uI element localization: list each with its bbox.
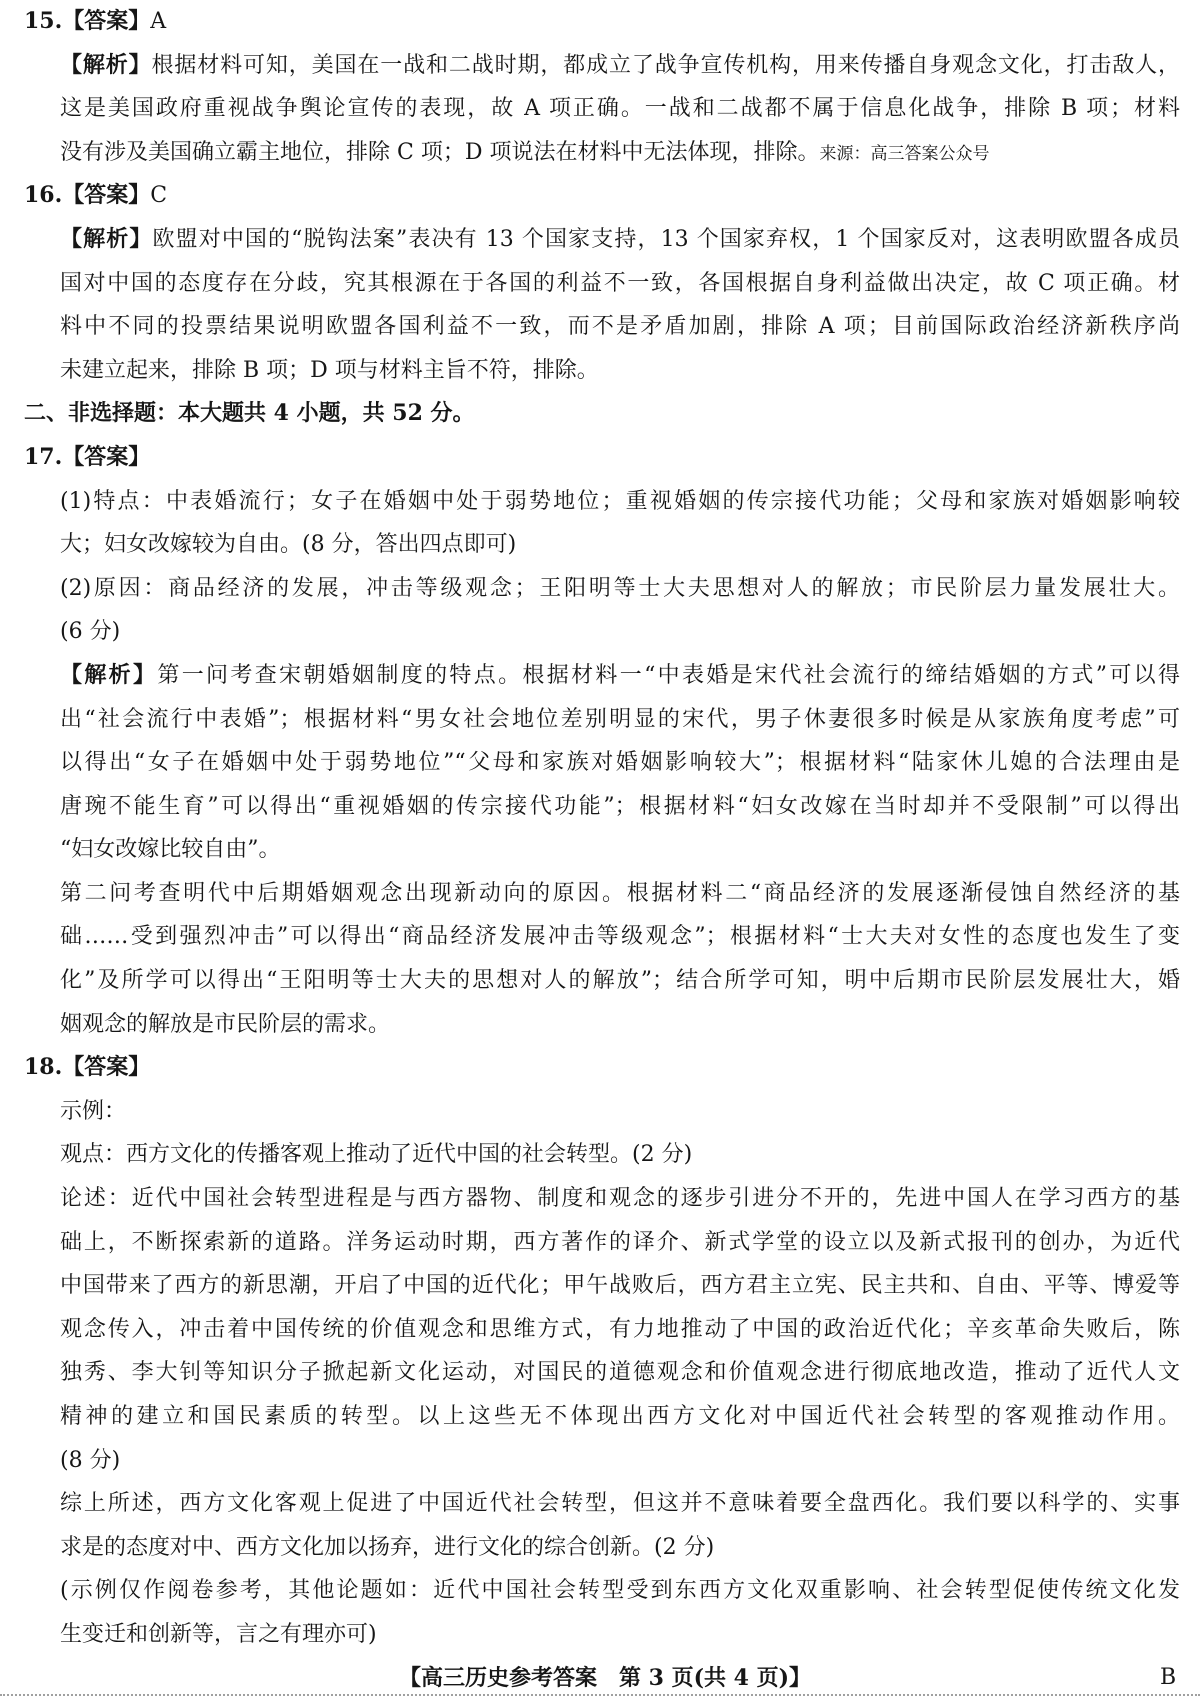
answer-line: 论述：近代中国社会转型进程是与西方器物、制度和观念的逐步引进分不开的，先进中国人在学习西方的基 [60, 1186, 1180, 1212]
answer-line: 生变迁和创新等，言之有理亦可) [60, 1621, 377, 1647]
analysis-line: 础……受到强烈冲击”可以得出“商品经济发展冲击等级观念”；根据材料“士大夫对女性的态度也发生了变 [60, 924, 1180, 950]
q17-analysis-label: 【解析】 [60, 661, 158, 688]
answer-line: 求是的态度对中、西方文化加以扬弃，进行文化的综合创新。(2 分) [60, 1534, 715, 1560]
q15-analysis-label: 【解析】 [60, 51, 152, 78]
analysis-line: 出“社会流行中表婚”；根据材料“男女社会地位差别明显的宋代，男子休妻很多时候是从家族角度考虑”可 [60, 706, 1180, 732]
q15-answer: A [150, 9, 167, 34]
analysis-line: “妇女改嫁比较自由”。 [60, 837, 281, 863]
section-heading: 二、非选择题：本大题共 4 小题，共 52 分。 [24, 400, 475, 427]
q15-analysis-line [0, 44, 1200, 88]
answer-line: 精神的建立和国民素质的转型。以上这些无不体现出西方文化对中国近代社会转型的客观推动作用。 [60, 1404, 1180, 1429]
q16-analysis-label: 【解析】 [60, 225, 153, 252]
page-footer [0, 1662, 1200, 1694]
analysis-text: 没有涉及美国确立霸主地位，排除 C 项；D 项说法在材料中无法体现，排除。 [60, 139, 820, 165]
q16-number: 16. [24, 182, 63, 209]
analysis-line: 唐琬不能生育”可以得出“重视婚姻的传宗接代功能”；根据材料“妇女改嫁在当时却并不受限制”可以得出 [60, 793, 1180, 819]
answer-line: (2)原因：商品经济的发展，冲击等级观念；王阳明等士大夫思想对人的解放；市民阶层力量发展壮大。 [60, 575, 1180, 601]
analysis-text: 欧盟对中国的“脱钩法案”表决有 13 个国家支持，13 个国家弃权，1 个国家反对，这表明欧盟各成员 [152, 226, 1180, 252]
answer-line: (6 分) [60, 619, 121, 645]
analysis-line: 以得出“女子在婚姻中处于弱势地位”“父母和家族对婚姻影响较大”；根据材料“陆家休儿媳的合法理由是 [60, 750, 1180, 776]
analysis-line: 料中不同的投票结果说明欧盟各国利益不一致，而不是矛盾加剧，排除 A 项；目前国际政治经济新秩序尚 [60, 314, 1180, 340]
q18-number: 18. [24, 1054, 63, 1081]
q15-number: 15. [24, 8, 63, 34]
q17-answer-line [0, 436, 1200, 480]
q17-number: 17. [24, 443, 63, 470]
answer-line: 观点：西方文化的传播客观上推动了近代中国的社会转型。(2 分) [60, 1142, 693, 1168]
q15-answer-line [0, 0, 1200, 44]
analysis-line: 姻观念的解放是市民阶层的需求。 [60, 1011, 391, 1037]
q16-analysis-line [0, 218, 1200, 262]
analysis-line: 未建立起来，排除 B 项；D 项与材料主旨不符，排除。 [60, 357, 599, 383]
answer-line: 大；妇女改嫁较为自由。(8 分，答出四点即可) [60, 532, 517, 558]
bottom-rule [0, 1694, 1200, 1696]
q18-answer-line [0, 1046, 1200, 1090]
q16-answer-label: 【答案】 [62, 182, 151, 209]
analysis-line [0, 131, 1200, 175]
analysis-text: 第一问考查宋朝婚姻制度的特点。根据材料一“中表婚是宋代社会流行的缔结婚姻的方式”可以得 [157, 662, 1180, 688]
answer-line: 独秀、李大钊等知识分子掀起新文化运动，对国民的道德观念和价值观念进行彻底地改造，推动了近代人文 [60, 1360, 1180, 1386]
q16-answer-line [0, 174, 1200, 218]
answer-line: (示例仅作阅卷参考，其他论题如：近代中国社会转型受到东西方文化双重影响、社会转型促使传统文化发 [60, 1578, 1180, 1604]
answer-line: 础上，不断探索新的道路。洋务运动时期，西方著作的译介、新式学堂的设立以及新式报刊的创办，为近代 [60, 1229, 1180, 1255]
analysis-line: 化”及所学可以得出“王阳明等士大夫的思想对人的解放”；结合所学可知，明中后期市民阶层发展壮大，婚 [60, 968, 1180, 994]
footer-title: 【高三历史参考答案 第 3 页(共 4 页)】 [398, 1665, 812, 1691]
answer-line: 观念传入，冲击着中国传统的价值观念和思维方式，有力地推动了中国的政治近代化；辛亥革命失败后，陈 [60, 1316, 1180, 1342]
answer-line: (8 分) [60, 1447, 121, 1473]
q16-answer: C [150, 183, 168, 209]
analysis-line: 第二问考查明代中后期婚姻观念出现新动向的原因。根据材料二“商品经济的发展逐渐侵蚀自然经济的基 [60, 880, 1180, 906]
analysis-line: 这是美国政府重视战争舆论宣传的表现，故 A 项正确。一战和二战都不属于信息化战争，排除 B 项；材料 [60, 96, 1180, 122]
answer-line: 综上所述，西方文化客观上促进了中国近代社会转型，但这并不意味着要全盘西化。我们要以科学的、实事 [60, 1491, 1180, 1517]
analysis-line: 国对中国的态度存在分歧，究其根源在于各国的利益不一致，各国根据自身利益做出决定，故 C 项正确。材 [60, 270, 1180, 296]
analysis-text: 根据材料可知，美国在一战和二战时期，都成立了战争宣传机构，用来传播自身观念文化，打击敌人， [151, 52, 1180, 78]
source-note: 来源：高三答案公众号 [819, 143, 990, 164]
q18-answer-label: 【答案】 [62, 1054, 151, 1081]
q15-answer-label: 【答案】 [62, 8, 151, 34]
q17-analysis-line [0, 654, 1200, 698]
answer-line: 中国带来了西方的新思潮，开启了中国的近代化；甲午战败后，西方君主立宪、民主共和、自由、平等、博爱等 [60, 1273, 1180, 1299]
example-label: 示例： [60, 1098, 127, 1124]
answer-line: (1)特点：中表婚流行；女子在婚姻中处于弱势地位；重视婚姻的传宗接代功能；父母和家族对婚姻影响较 [60, 488, 1180, 514]
paper-version: B [1160, 1665, 1177, 1690]
q17-answer-label: 【答案】 [62, 443, 151, 470]
